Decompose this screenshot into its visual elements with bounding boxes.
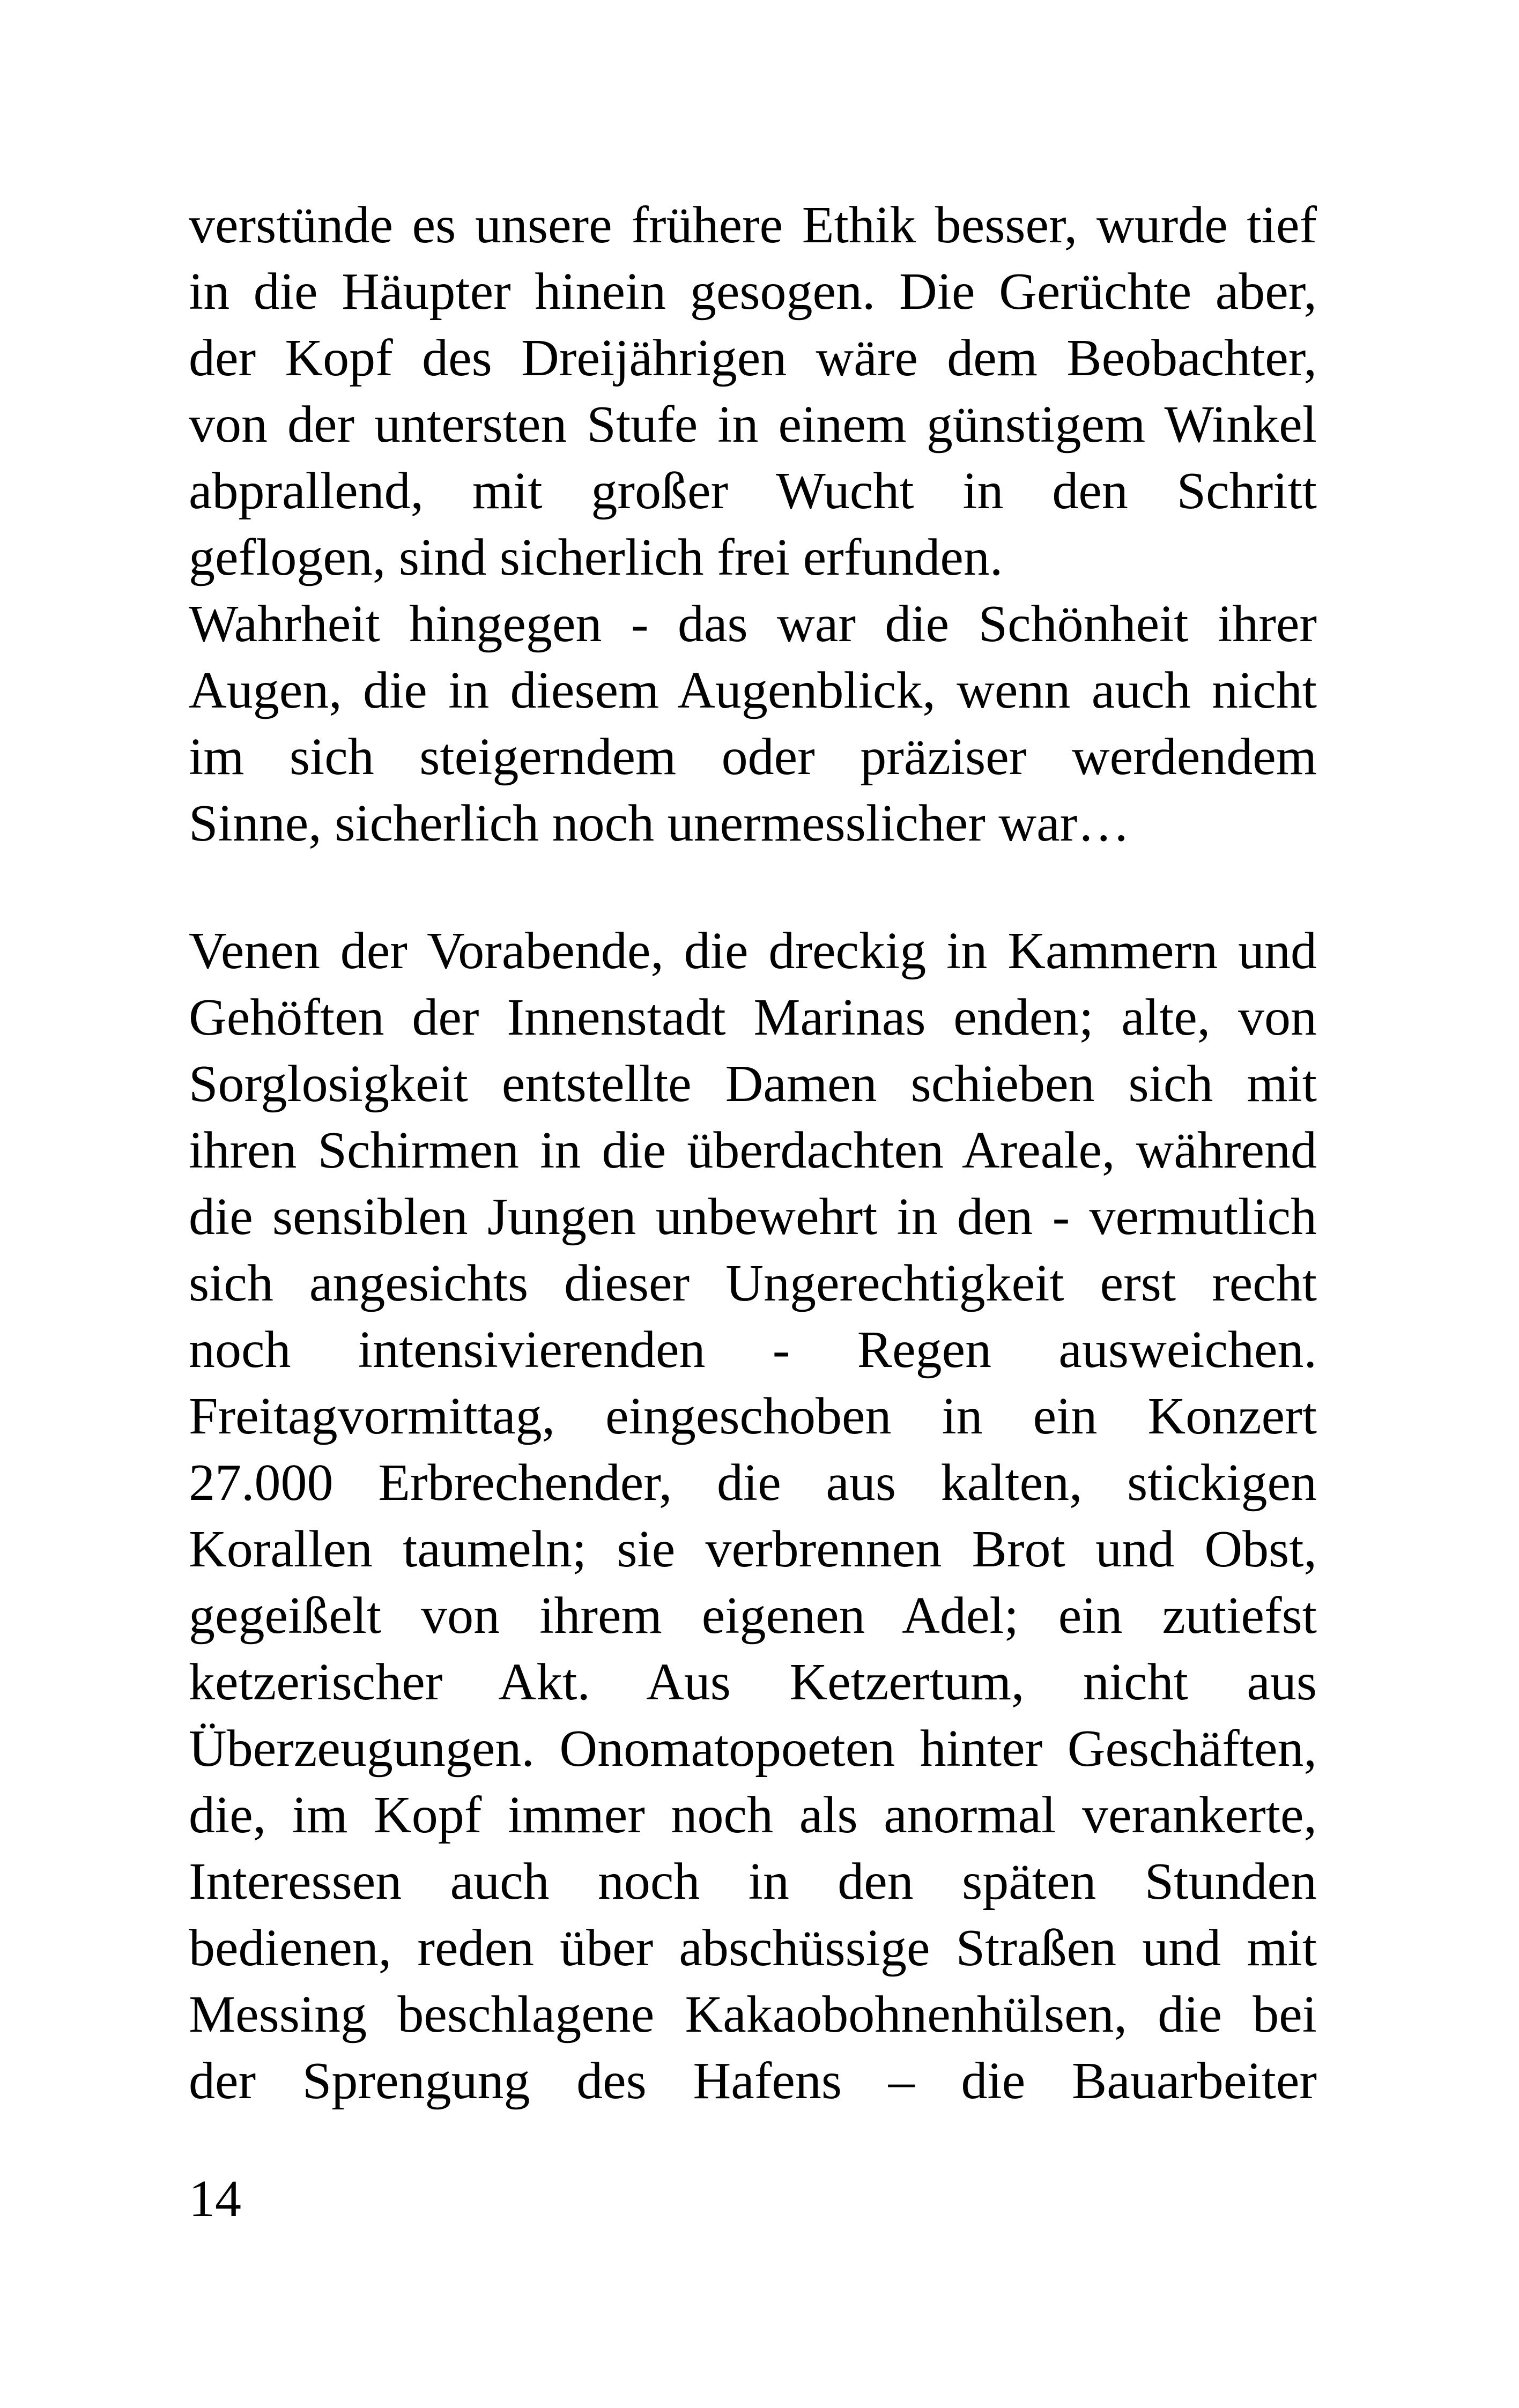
- text-line: ihren Schirmen in die überdachten Areale, während: [189, 1121, 1317, 1179]
- text-line: Sinne, sicherlich noch unermesslicher war…: [189, 794, 1130, 852]
- text-line: Wahrheit hingegen - das war die Schönheit ihrer: [189, 595, 1317, 653]
- text-line: abprallend, mit großer Wucht in den Schritt: [189, 462, 1317, 520]
- text-line: in die Häupter hinein gesogen. Die Gerüchte aber,: [189, 263, 1317, 321]
- text-line: verstünde es unsere frühere Ethik besser, wurde tief: [189, 196, 1317, 254]
- text-line: im sich steigerndem oder präziser werdendem: [189, 728, 1317, 786]
- text-line: bedienen, reden über abschüssige Straßen und mit: [189, 1919, 1317, 1977]
- text-line: der Kopf des Dreijährigen wäre dem Beobachter,: [189, 329, 1317, 387]
- text-line: von der untersten Stufe in einem günstigem Winkel: [189, 396, 1317, 454]
- text-line: Sorglosigkeit entstellte Damen schieben sich mit: [189, 1055, 1317, 1113]
- text-line: die, im Kopf immer noch als anormal verankerte,: [189, 1786, 1317, 1844]
- text-line: geflogen, sind sicherlich frei erfunden.: [189, 529, 1003, 586]
- text-line: Venen der Vorabende, die dreckig in Kammern und: [189, 922, 1317, 980]
- text-line: Freitagvormittag, eingeschoben in ein Konzert: [189, 1387, 1317, 1445]
- page-number: 14: [189, 2170, 241, 2228]
- text-line: Korallen taumeln; sie verbrennen Brot und Obst,: [189, 1520, 1317, 1578]
- text-line: der Sprengung des Hafens – die Bauarbeiter: [189, 2052, 1317, 2110]
- paragraph-1: [189, 192, 1317, 591]
- text-line: Überzeugungen. Onomatopoeten hinter Geschäften,: [189, 1720, 1317, 1778]
- text-line: noch intensivierenden - Regen ausweichen.: [189, 1321, 1317, 1379]
- text-line: ketzerischer Akt. Aus Ketzertum, nicht aus: [189, 1653, 1317, 1711]
- text-line: sich angesichts dieser Ungerechtigkeit erst recht: [189, 1254, 1317, 1312]
- text-line: die sensiblen Jungen unbewehrt in den - vermutlich: [189, 1188, 1317, 1246]
- text-line: Gehöften der Innenstadt Marinas enden; alte, von: [189, 989, 1317, 1046]
- paragraph-2: [189, 591, 1317, 857]
- paragraph-3: [189, 918, 1317, 2114]
- text-line: Messing beschlagene Kakaobohnenhülsen, die bei: [189, 1986, 1317, 2043]
- text-line: gegeißelt von ihrem eigenen Adel; ein zutiefst: [189, 1587, 1317, 1645]
- text-line: 27.000 Erbrechender, die aus kalten, stickigen: [189, 1454, 1317, 1512]
- text-line: Interessen auch noch in den späten Stunden: [189, 1853, 1317, 1911]
- text-line: Augen, die in diesem Augenblick, wenn auch nicht: [189, 662, 1317, 719]
